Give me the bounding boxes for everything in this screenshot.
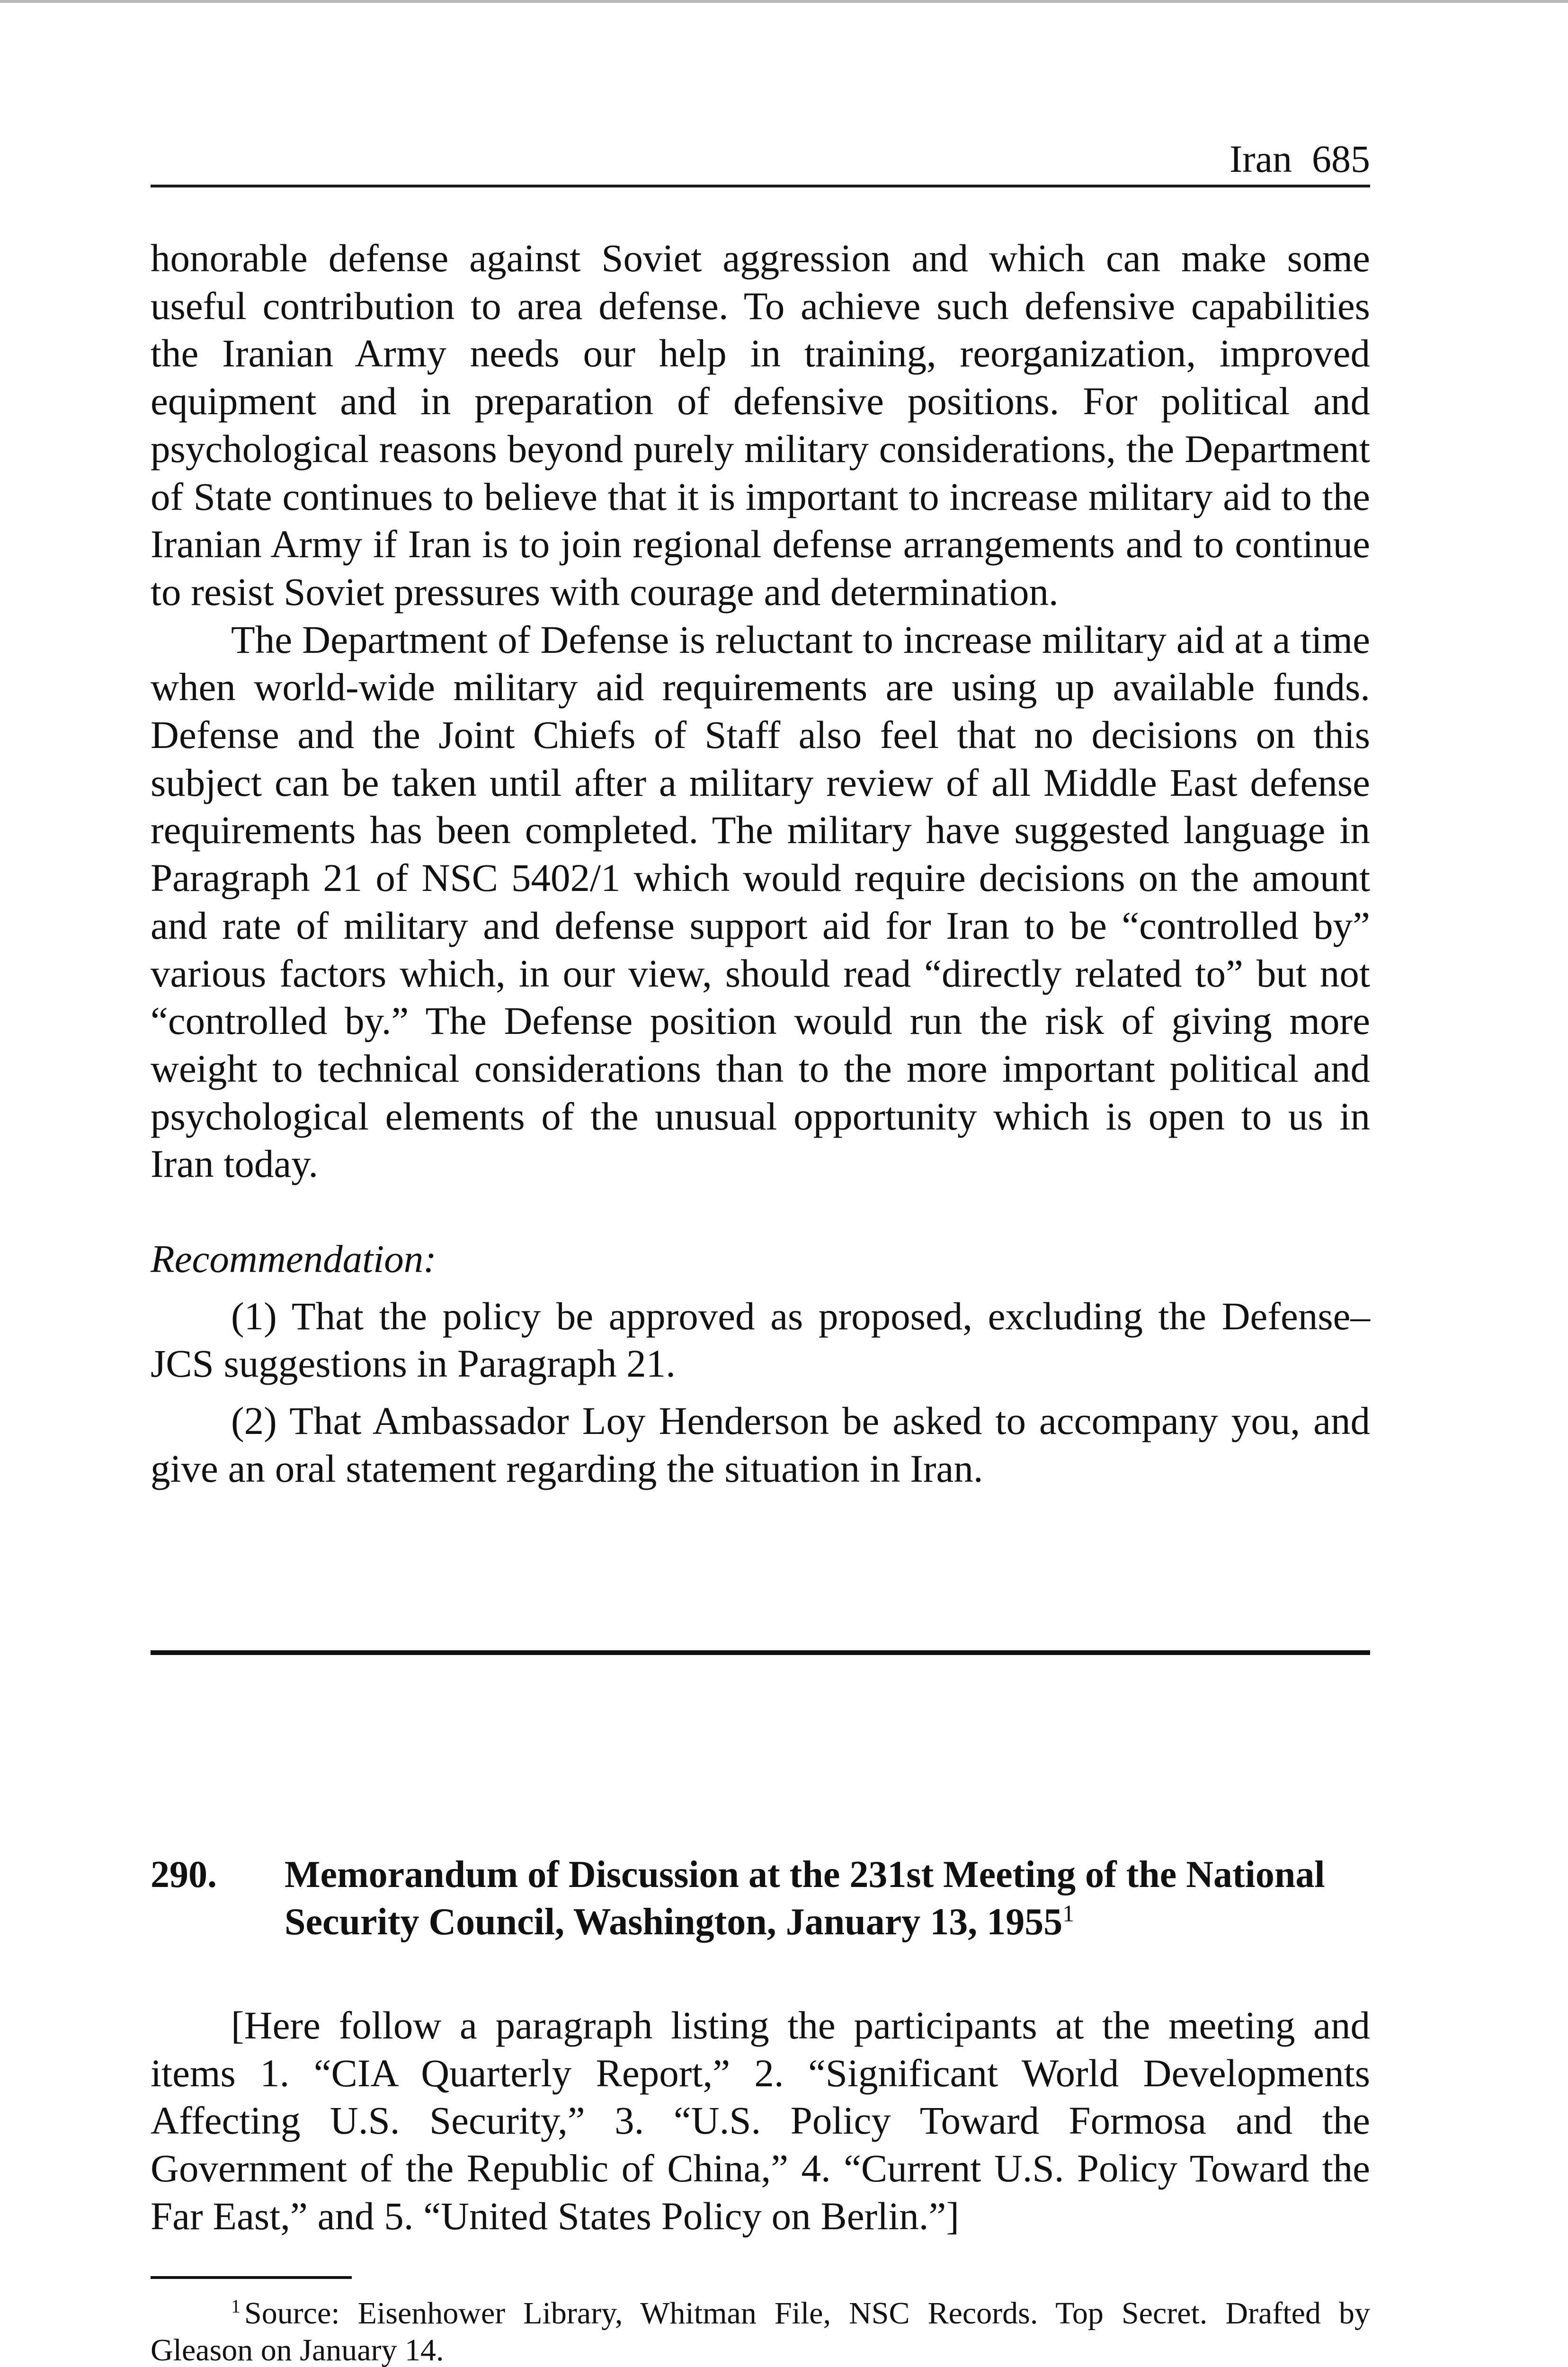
recommendation-item-2: (2) That Ambassador Loy Henderson be asked to accompany you, and give an oral statement regarding the situation in Iran. — [151, 1399, 1370, 1490]
spacer — [151, 1283, 1370, 1292]
document-title-wrapper — [285, 1851, 1370, 1946]
document-heading — [151, 1851, 1370, 1946]
document-number: 290. — [151, 1854, 217, 1895]
paragraph-defense-position: The Department of Defense is reluctant to increase military aid at a time when world-wide military aid requirements are using up available funds. Defense and the Joint Chiefs of Staff also feel that no decisions on this subject can be taken until after a military review of all Middle East defense requirements has been completed. The military have suggested language in Paragraph 21 of NSC 5402/1 which would require decisions on the amount and rate of military and defense support aid for Iran to be “controlled by” various factors which, in our view, should read “directly related to” but not “controlled by.” The Defense position would run the risk of giving more weight to technical considerations than to the more important political and psychological elements of the unusual opportunity which is open to us in Iran today. — [151, 617, 1370, 1186]
footnote-text: Source: Eisenhower Library, Whitman File, NSC Records. Top Secret. Drafted by Gleason on January 14. — [151, 2296, 1370, 2367]
footnote — [151, 2295, 1370, 2367]
body-text — [151, 234, 1370, 1493]
recommendation-heading: Recommendation: — [151, 1237, 437, 1281]
document-title: Memorandum of Discussion at the 231st Meeting of the National Security Council, Washington, January 13, 1955 — [285, 1854, 1325, 1943]
footnote-rule — [151, 2276, 352, 2279]
recommendation-item-1: (1) That the policy be approved as proposed, excluding the Defense–JCS suggestions in Paragraph 21. — [151, 1294, 1370, 1386]
spacer — [151, 1188, 1370, 1235]
page-number: 685 — [1312, 137, 1370, 180]
running-head — [151, 135, 1370, 187]
paragraph-continued: honorable defense against Soviet aggression and which can make some useful contribution to area defense. To achieve such defensive capabilities the Iranian Army needs our help in training, reorganization, improved equipment and in preparation of defensive positions. For political and psychological reasons beyond purely military considerations, the Department of State continues to believe that it is important to increase military aid to the Iranian Army if Iran is to join regional defense arrangements and to continue to resist Soviet pressures with courage and determination. — [151, 236, 1370, 614]
top-edge-border — [0, 0, 1568, 3]
running-head-section: Iran — [1229, 137, 1292, 180]
footnote-reference: 1 — [1062, 1900, 1075, 1927]
footnote-marker: 1 — [231, 2296, 241, 2317]
section-divider — [151, 1650, 1370, 1655]
editorial-note: [Here follow a paragraph listing the participants at the meeting and items 1. “CIA Quarterly Report,” 2. “Significant World Developments Affecting U.S. Security,” 3. “U.S. Policy Toward Formosa and the Government of the Republic of China,” 4. “Current U.S. Policy Toward the Far East,” and 5. “United States Policy on Berlin.”] — [151, 2003, 1370, 2238]
spacer — [151, 1388, 1370, 1397]
